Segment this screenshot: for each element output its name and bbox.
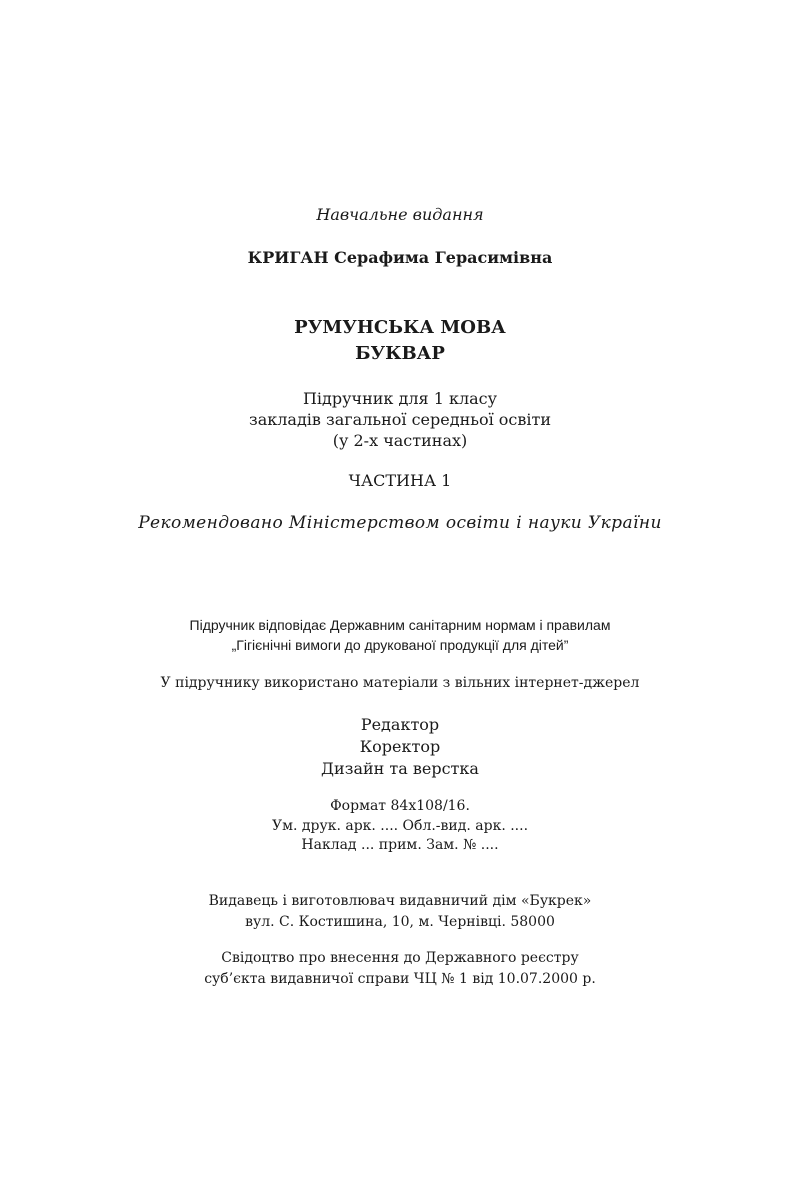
certificate-line2: суб’єкта видавничої справи ЧЦ № 1 від 10.07.2000 р. <box>204 971 596 987</box>
materials-note: У підручнику використано матеріали з вільних інтернет-джерел <box>160 675 640 691</box>
certificate-line1: Свідоцтво про внесення до Державного реєстру <box>221 950 579 966</box>
author-name: КРИГАН Серафима Герасимівна <box>247 248 553 267</box>
print-sheets: Ум. друк. арк. .... Обл.-вид. арк. .... <box>271 818 529 834</box>
textbook-description-line2: закладів загальної середньої освіти <box>248 410 552 429</box>
print-format: Формат 84х108/16. <box>330 798 470 814</box>
book-subtitle-primer: БУКВАР <box>355 343 445 364</box>
print-run: Наклад ... прим. Зам. № .... <box>301 837 499 853</box>
publisher-line1: Видавець і виготовлювач видавничий дім «Букрек» <box>208 893 592 909</box>
credit-design: Дизайн та верстка <box>321 759 479 778</box>
ministry-recommendation: Рекомендовано Міністерством освіти і науки України <box>138 513 662 533</box>
edition-type: Навчальне видання <box>316 205 484 224</box>
credit-proofreader: Коректор <box>359 737 441 756</box>
textbook-description-line3: (у 2-х частинах) <box>332 431 468 450</box>
textbook-description-line1: Підручник для 1 класу <box>302 389 498 408</box>
book-title: РУМУНСЬКА МОВА <box>294 317 506 338</box>
sanitary-compliance-line1: Підручник відповідає Державним санітарним нормам і правилам <box>189 617 611 633</box>
part-number: ЧАСТИНА 1 <box>348 471 452 490</box>
sanitary-compliance-line2: „Гігієнічні вимоги до друкованої продукції для дітей” <box>231 637 569 653</box>
publisher-address: вул. С. Костишина, 10, м. Чернівці. 58000 <box>245 914 555 930</box>
credit-editor: Редактор <box>360 715 440 734</box>
